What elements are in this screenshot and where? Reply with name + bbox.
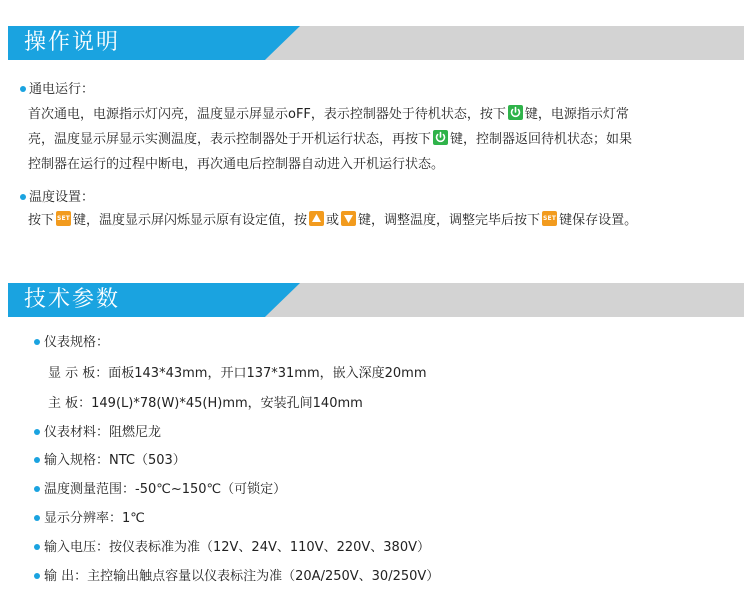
bullet-dot [34,573,40,579]
spec-item [34,510,145,528]
text: 键，温度显示屏闪烁显示原有设定值，按 [73,213,308,228]
power-on-section [20,80,740,177]
spec-text: 主 板：149(L)*78(W)*45(H)mm，安装孔间140mm [48,396,363,411]
bullet-dot [34,429,40,435]
spec-text: 温度测量范围：-50℃~150℃（可锁定） [44,482,287,497]
spec-item [34,481,286,499]
paragraph [20,208,740,233]
spec-subitem [48,395,363,413]
bullet-dot [34,544,40,550]
text: 按下 [28,213,55,228]
text: 键，控制器返回待机状态；如果 [450,132,633,147]
set-key-icon: SET [542,211,557,226]
spec-text: 输 出：主控输出触点容量以仪表标注为准（20A/250V、30/250V） [44,569,440,584]
bullet-dot [20,194,26,200]
subheading-text: 通电运行： [29,82,95,97]
spec-text: 输入规格：NTC（503） [44,453,186,468]
up-arrow-key-icon [309,211,324,226]
spec-text: 仪表规格： [44,335,110,350]
bullet-dot [20,86,26,92]
bullet-dot [34,486,40,492]
subheading-text: 温度设置： [29,190,95,205]
spec-subitem [48,365,427,383]
bullet-dot [34,515,40,521]
text: 键保存设置。 [559,213,638,228]
spec-text: 仪表材料：阻燃尼龙 [44,425,162,440]
section-title: 操作说明 [24,30,121,55]
paragraph [20,102,740,177]
spec-text: 输入电压：按仪表标准为准（12V、24V、110V、220V、380V） [44,540,430,555]
text: 亮，温度显示屏显示实测温度，表示控制器处于开机运行状态，再按下 [28,132,432,147]
spec-text: 显示分辨率：1℃ [44,511,145,526]
text: 控制器在运行的过程中断电，再次通电后控制器自动进入开机运行状态。 [28,157,445,172]
bullet-dot [34,457,40,463]
power-key-icon [433,130,448,145]
spec-item [34,452,186,470]
section-banner-operation [8,26,744,60]
spec-item [34,334,109,352]
power-key-icon [508,105,523,120]
text: 首次通电，电源指示灯闪亮，温度显示屏显示oFF，表示控制器处于待机状态，按下 [28,107,506,122]
spec-item [34,539,430,557]
spec-text: 显 示 板：面板143*43mm，开口137*31mm，嵌入深度20mm [48,366,427,381]
down-arrow-key-icon [341,211,356,226]
text: 键，电源指示灯常 [524,107,629,122]
set-key-icon: SET [56,211,71,226]
spec-item [34,424,161,442]
spec-item [34,568,439,586]
text: 或 [326,213,340,228]
subheading [20,80,740,100]
section-banner-tech [8,283,744,317]
subheading [20,188,740,208]
temp-setting-section [20,188,740,233]
section-title: 技术参数 [24,287,121,312]
bullet-dot [34,339,40,345]
text: 键，调整温度，调整完毕后按下 [358,213,541,228]
